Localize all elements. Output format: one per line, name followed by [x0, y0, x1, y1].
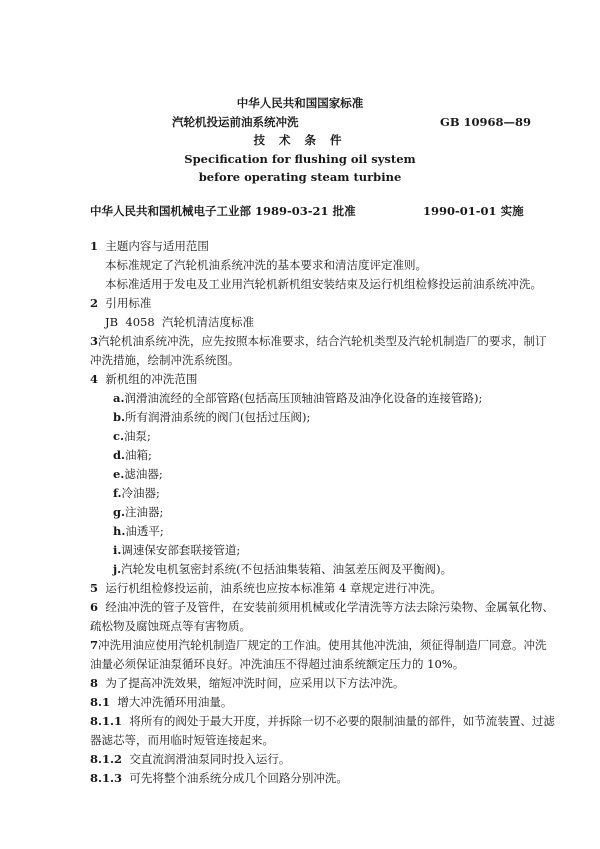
section-number: 4 [90, 372, 99, 386]
paragraph-line: 油量必须保证油泵循环良好。冲洗油压不得超过油系统额定压力的 10%。 [90, 657, 465, 671]
paragraph-line: 本标准适用于发电及工业用汽轮机新机组安装结束及运行机组检修投运前油系统冲洗。 [105, 277, 542, 291]
item-text: 润滑油流经的全部管路(包括高压顶轴油管路及油净化设备的连接管路); [124, 391, 483, 405]
section-number: 5 [90, 581, 99, 595]
section-8-heading [90, 676, 404, 690]
item-marker: g. [113, 505, 126, 519]
list-item [113, 429, 151, 443]
list-item [113, 467, 163, 481]
section-text: 主题内容与适用范围 [105, 239, 209, 253]
list-item [113, 448, 152, 462]
section-text: 为了提高冲洗效果，缩短冲洗时间，应采用以下方法冲洗。 [105, 676, 405, 690]
paragraph-line: 本标准规定了汽轮机油系统冲洗的基本要求和清洁度评定准则。 [105, 258, 427, 272]
national-standard-heading: 中华人民共和国国家标准 [236, 96, 364, 110]
item-text: 汽轮发电机氢密封系统(不包括油集装箱、油氢差压阀及平衡阀)。 [121, 562, 453, 576]
item-marker: b. [113, 410, 126, 424]
section-text: 汽轮机油系统冲洗，应先按照本标准要求，结合汽轮机类型及汽轮机制造厂的要求，制订 [98, 334, 547, 348]
section-number: 8 [90, 676, 99, 690]
section-5-line [90, 581, 442, 595]
standard-number: GB 10968—89 [440, 115, 532, 129]
item-text: 油箱; [125, 448, 152, 462]
clause-8-1 [90, 695, 232, 709]
clause-8-1-3 [90, 771, 348, 785]
standard-title-en-line2: before operating steam turbine [198, 170, 402, 184]
item-marker: c. [113, 429, 125, 443]
section-number: 6 [90, 600, 99, 614]
item-marker: f. [113, 486, 122, 500]
list-item [113, 524, 164, 538]
item-text: 滤油器; [124, 467, 163, 481]
paragraph-line: 冲洗措施，绘制冲洗系统图。 [90, 353, 240, 367]
item-text: 油泵; [124, 429, 151, 443]
item-marker: h. [113, 524, 126, 538]
section-text: 经油冲洗的管子及管件，在安装前须用机械或化学清洗等方法去除污染物、金属氧化物、 [105, 600, 554, 614]
clause-text: 可先将整个油系统分成几个回路分别冲洗。 [129, 771, 348, 785]
standard-subtitle-cn: 技 术 条 件 [253, 133, 347, 147]
section-4-heading [90, 372, 197, 386]
section-6-line [90, 600, 554, 614]
item-marker: i. [113, 543, 122, 557]
item-text: 所有润滑油系统的阀门(包括过压阀); [125, 410, 311, 424]
clause-text: 增大冲洗循环用油量。 [117, 695, 233, 709]
section-2-heading [90, 296, 151, 310]
standard-title-cn: 汽轮机投运前油系统冲洗 [172, 115, 299, 129]
item-text: 调速保安部套联接管道; [121, 543, 241, 557]
clause-text: 将所有的阀处于最大开度，并拆除一切不必要的限制油量的部件，如节流装置、过滤 [129, 714, 555, 728]
section-3-line [90, 334, 547, 348]
section-1-heading [90, 239, 209, 253]
list-item [113, 486, 160, 500]
section-text: 冲洗用油应使用汽轮机制造厂规定的工作油。使用其他冲洗油，须征得制造厂同意。冲洗 [98, 638, 547, 652]
list-item [113, 543, 240, 557]
section-text: 引用标准 [105, 296, 152, 310]
list-item [113, 562, 452, 576]
paragraph-line: 器滤芯等，而用临时短管连接起来。 [90, 733, 274, 747]
clause-number: 8.1.2 [90, 752, 123, 766]
list-item [113, 505, 163, 519]
clause-number: 8.1.1 [90, 714, 123, 728]
list-item [113, 391, 482, 405]
item-marker: j. [113, 562, 122, 576]
effective-date: 1990-01-01 实施 [423, 204, 524, 218]
clause-text: 交直流润滑油泵同时投入运行。 [129, 752, 291, 766]
section-text: 新机组的冲洗范围 [105, 372, 198, 386]
clause-number: 8.1.3 [90, 771, 123, 785]
item-marker: d. [113, 448, 126, 462]
section-number: 1 [90, 239, 99, 253]
standard-title-en-line1: Specification for flushing oil system [184, 152, 416, 166]
item-text: 冷油器; [121, 486, 160, 500]
section-number: 3 [90, 334, 99, 348]
paragraph-line: 疏松物及腐蚀斑点等有害物质。 [90, 619, 251, 633]
item-text: 油透平; [125, 524, 164, 538]
item-marker: a. [113, 391, 125, 405]
section-7-line [90, 638, 547, 652]
section-text: 运行机组检修投运前，油系统也应按本标准第 4 章规定进行冲洗。 [105, 581, 442, 595]
clause-8-1-2 [90, 752, 290, 766]
section-number: 7 [90, 638, 99, 652]
clause-8-1-1 [90, 714, 555, 728]
item-marker: e. [113, 467, 125, 481]
approval-line: 中华人民共和国机械电子工业部 1989-03-21 批准 [90, 204, 356, 218]
item-text: 注油器; [125, 505, 164, 519]
section-number: 2 [90, 296, 99, 310]
clause-number: 8.1 [90, 695, 111, 709]
list-item [113, 410, 310, 424]
reference-standard: JB 4058 汽轮机清洁度标准 [105, 315, 254, 329]
